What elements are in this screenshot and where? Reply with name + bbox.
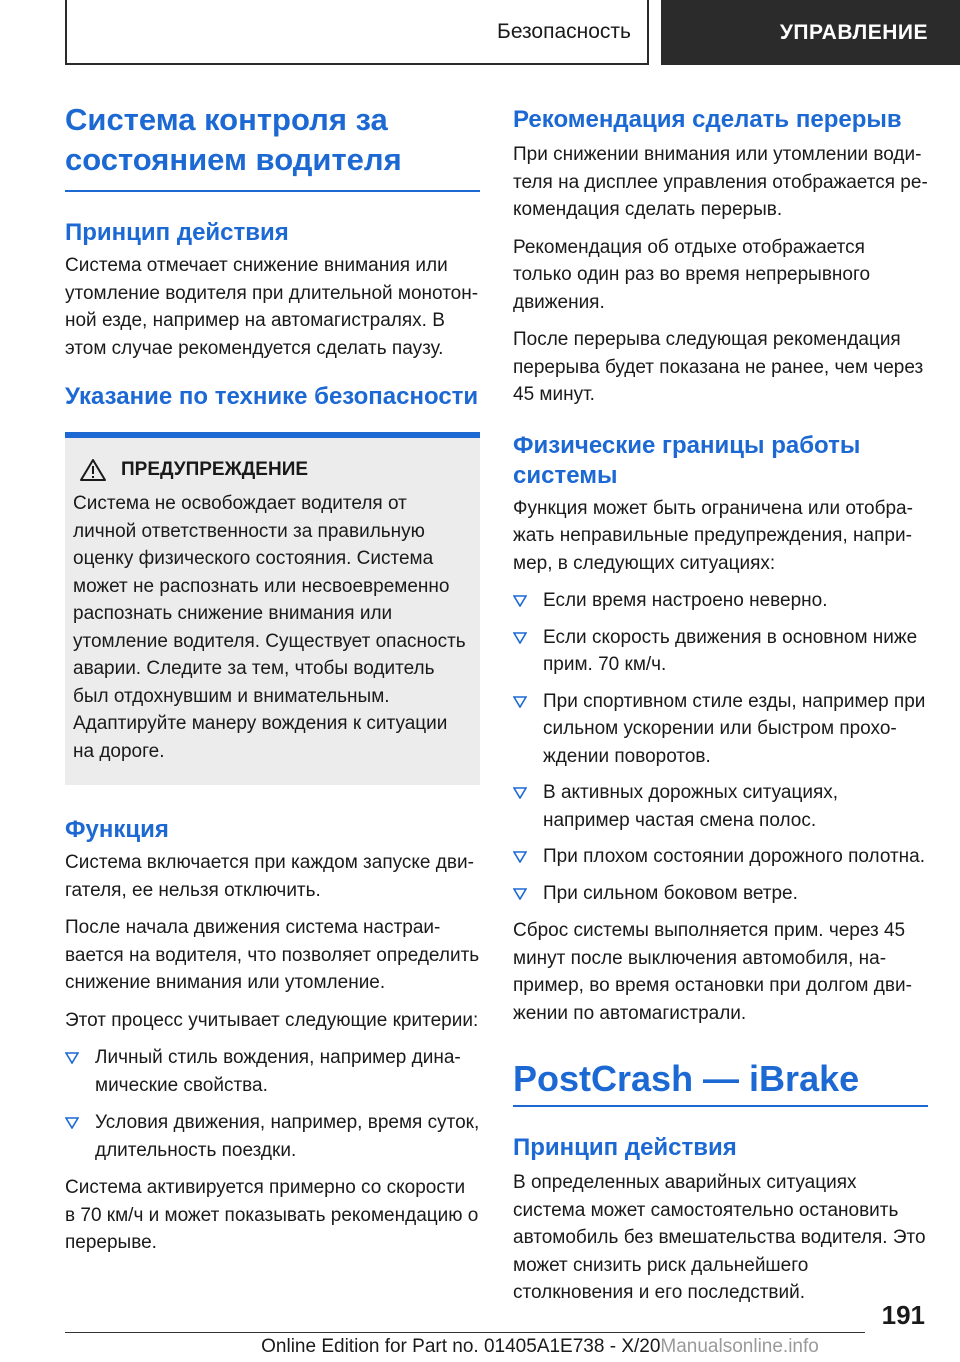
warning-label: ПРЕДУПРЕЖДЕНИЕ <box>121 459 309 480</box>
header-chapter-label <box>661 0 960 65</box>
criteria-list <box>65 1044 480 1164</box>
footer-edition <box>0 1336 960 1358</box>
triangle-bullet-icon <box>513 888 527 900</box>
limits-item-2: Если скорость движения в основном ниже прим. 70 км/ч. <box>543 626 918 675</box>
principle-heading: Принцип действия <box>65 219 289 246</box>
list-item <box>513 587 928 615</box>
page-title: Система контроля за состоянием водителя <box>65 102 402 177</box>
triangle-bullet-icon <box>65 1117 79 1129</box>
list-item <box>513 779 928 834</box>
limits-list <box>513 587 928 907</box>
list-item <box>65 1109 480 1164</box>
break-paragraph-3: После перерыва следующая рекомендация перерыва будет показана не ранее, чем через 45 минут. <box>513 329 924 405</box>
principle-text: Система отмечает снижение внимания или утомление водителя при длительной монотонной езде, например на автомагистралях. В этом случае рекомендуется сделать паузу. <box>65 255 479 359</box>
function-paragraph-3: Этот процесс учитывает следующие критерии: <box>65 1009 479 1031</box>
function-paragraph-2: После начала движения система настраивается на водителя, что позволяет определить снижение внимания или утомление. <box>65 917 480 993</box>
triangle-bullet-icon <box>513 787 527 799</box>
header-section-label <box>65 0 649 65</box>
triangle-bullet-icon <box>513 632 527 644</box>
list-item <box>513 688 928 771</box>
list-item <box>513 624 928 679</box>
postcrash-text: В определенных аварийных ситуациях система может самостоятельно остановить автомобиль без вмешательства водителя. Это может снизить риск дальнейшего столкновения и его последствий. <box>513 1172 926 1303</box>
page-number: 191 <box>881 1300 925 1330</box>
break-paragraph-1: При снижении внимания или утомлении водителя на дисплее управления отображается рекомендация сделать перерыв. <box>513 144 928 220</box>
edition-text: Online Edition for Part no. 01405A1E738 - X/20 <box>261 1336 661 1357</box>
warning-text: Система не освобождает водителя от личной ответственности за правильную оценку физического состояния. Система может не распознать или несвоевременно распознать снижение внимания или утомление водителя. Существует опасность аварии. Следите за тем, чтобы водитель был отдохнувшим и внимательным. Адаптируйте манеру вождения к ситуации на дороге. <box>73 493 466 762</box>
section-title: Безопасность <box>497 19 631 43</box>
warning-header <box>79 458 472 482</box>
limits-item-5: При плохом состоянии дорожного полотна. <box>543 846 926 867</box>
triangle-bullet-icon <box>513 696 527 708</box>
criteria-item-2: Условия движения, например, время суток, длительность поездки. <box>95 1112 480 1161</box>
postcrash-divider <box>513 1105 928 1107</box>
left-column <box>65 100 480 1257</box>
triangle-bullet-icon <box>65 1052 79 1064</box>
criteria-item-1: Личный стиль вождения, например динамические свойства. <box>95 1047 461 1096</box>
chapter-title: УПРАВЛЕНИЕ <box>779 20 928 44</box>
triangle-bullet-icon <box>513 851 527 863</box>
limits-paragraph-1: Функция может быть ограничена или отображать неправильные предупреждения, например, в следующих ситуациях: <box>513 497 913 574</box>
function-paragraph-4: Система активируется примерно со скорости в 70 км/ч и может показывать рекомендацию о перерыве. <box>65 1177 479 1253</box>
warning-triangle-icon <box>79 458 107 482</box>
right-column <box>513 100 928 1307</box>
break-paragraph-2: Рекомендация об отдыхе отображается только один раз во время непрерывного движения. <box>513 236 871 313</box>
safety-heading: Указание по технике безопасности <box>65 383 479 410</box>
triangle-bullet-icon <box>513 595 527 607</box>
limits-heading: Физические границы работы системы <box>513 431 861 489</box>
limits-item-6: При сильном боковом ветре. <box>543 882 798 904</box>
watermark-site: Manualsonline.info <box>660 1336 819 1357</box>
function-heading: Функция <box>65 816 169 843</box>
list-item <box>65 1044 480 1099</box>
title-divider <box>65 190 480 192</box>
limits-item-1: Если время настроено неверно. <box>543 590 828 611</box>
warning-box <box>65 432 480 785</box>
list-item <box>513 843 928 871</box>
postcrash-title: PostCrash — iBrake <box>513 1058 860 1099</box>
function-paragraph-1: Система включается при каждом запуске двигателя, ее нельзя отключить. <box>65 852 474 901</box>
postcrash-heading: Принцип действия <box>513 1134 737 1161</box>
break-heading: Рекомендация сделать перерыв <box>513 106 902 133</box>
footer-divider <box>65 1332 865 1333</box>
limits-item-3: При спортивном стиле езды, например при сильном ускорении или быстром прохождении поворотов. <box>543 690 926 767</box>
limits-item-4: В активных дорожных ситуациях, например частая смена полос. <box>543 782 839 831</box>
limits-paragraph-2: Сброс системы выполняется прим. через 45 минут после выключения автомобиля, например, во время остановки при долгом движении по автомагистрали. <box>513 920 912 1024</box>
list-item <box>513 880 928 908</box>
